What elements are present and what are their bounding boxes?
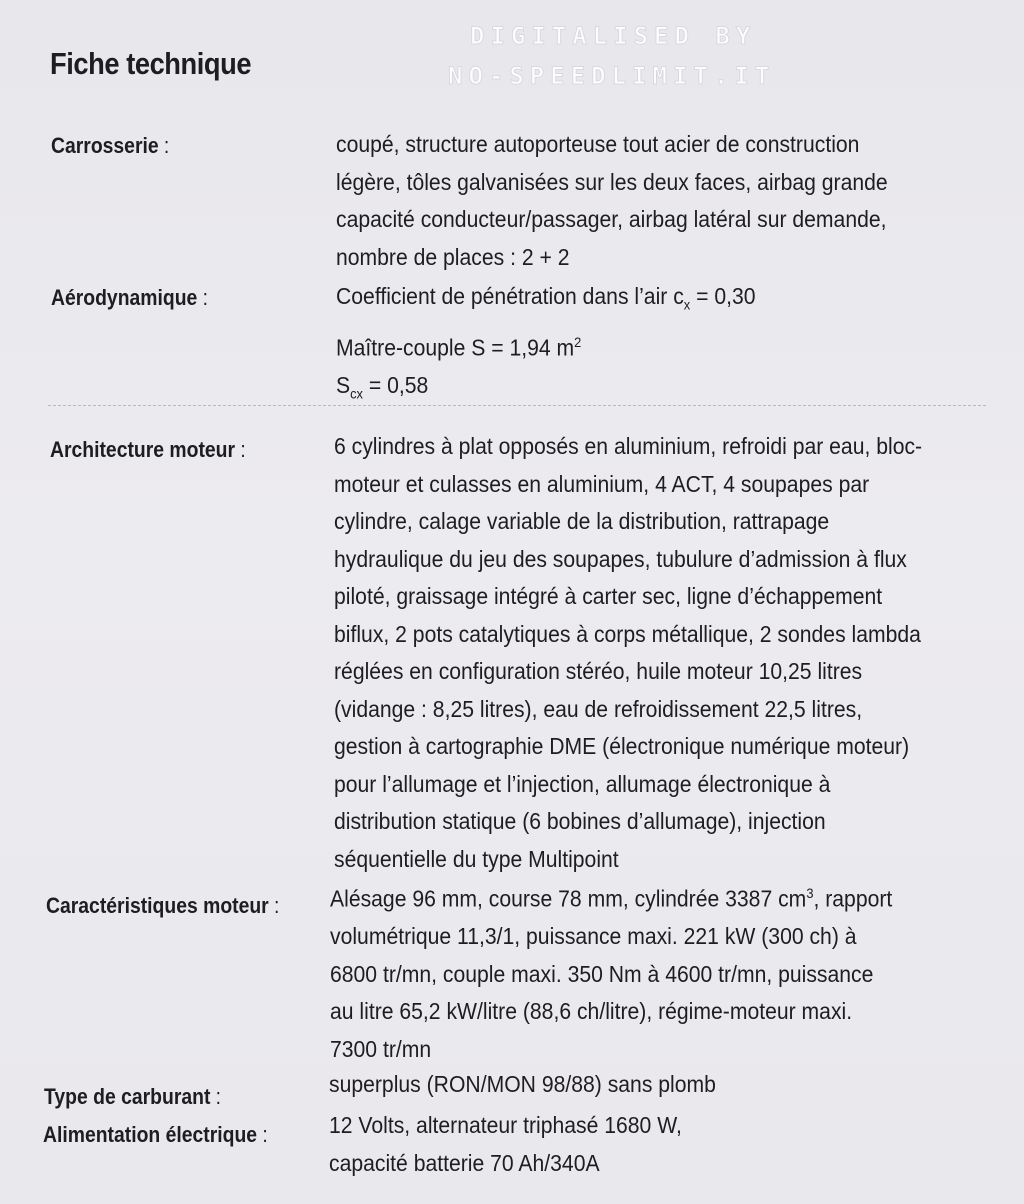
cx-subscript: x (683, 296, 691, 313)
maitre-couple-superscript: 2 (574, 334, 582, 351)
spec-label-text: Aérodynamique (51, 285, 198, 310)
spec-label-text: Alimentation électrique (43, 1122, 258, 1147)
spec-value-line: coupé, structure autoporteuse tout acier de construction (336, 131, 860, 157)
scx-value: = 0,58 (362, 372, 429, 399)
spec-value-line: volumétrique 11,3/1, puissance maxi. 221 kW (300 ch) à (330, 923, 857, 950)
spec-value-line: réglées en configuration stéréo, huile moteur 10,25 litres (334, 658, 863, 684)
spec-value-line: 6 cylindres à plat opposés en aluminium, refroidi par eau, bloc- (334, 433, 923, 459)
spec-value-line: pour l’allumage et l’injection, allumage électronique à (334, 770, 831, 797)
spec-value-line: 6800 tr/mn, couple maxi. 350 Nm à 4600 tr/mn, puissance (330, 960, 874, 987)
spec-colon: : (240, 437, 246, 462)
spec-value-line: piloté, graissage intégré à carter sec, ligne d’échappement (334, 583, 883, 609)
spec-label-text: Carrosserie (51, 133, 159, 158)
spec-label (51, 285, 208, 311)
spec-label-text: Architecture moteur (50, 437, 236, 462)
watermark-line-1: DIGITALISED BY (470, 22, 757, 50)
spec-value-line: moteur et culasses en aluminium, 4 ACT, 4 soupapes par (334, 470, 870, 497)
spec-colon: : (262, 1122, 268, 1147)
rapport-text: , rapport (813, 885, 893, 912)
spec-value-line: capacité conducteur/passager, airbag latéral sur demande, (336, 206, 887, 232)
spec-value-line (336, 278, 756, 324)
scx-text: S (336, 372, 351, 399)
spec-label (44, 1084, 221, 1110)
spec-label (50, 437, 246, 463)
spec-value-line: distribution statique (6 bobines d’allumage), injection (334, 808, 826, 834)
maitre-couple-text: Maître-couple S = 1,94 m (336, 334, 575, 361)
spec-colon: : (274, 893, 280, 918)
spec-value-line: capacité batterie 70 Ah/340A (329, 1149, 600, 1176)
cylindree-superscript: 3 (806, 885, 814, 901)
spec-colon: : (202, 285, 208, 310)
spec-colon: : (215, 1084, 222, 1109)
spec-label (43, 1122, 268, 1148)
spec-value (334, 428, 922, 878)
spec-value-line (336, 367, 756, 413)
spec-value-line (330, 875, 892, 918)
spec-value (330, 875, 892, 1068)
spec-value (336, 278, 756, 413)
spec-value-line: nombre de places : 2 + 2 (336, 243, 570, 270)
spec-value (329, 1066, 716, 1104)
spec-value-line: (vidange : 8,25 litres), eau de refroidissement 22,5 litres, (334, 695, 863, 722)
spec-label (46, 893, 279, 919)
page-title: Fiche technique (50, 46, 252, 81)
spec-label-text: Caractéristiques moteur (46, 893, 269, 918)
spec-value (329, 1107, 682, 1182)
spec-value-line (336, 324, 756, 367)
spec-value-line: superplus (RON/MON 98/88) sans plomb (329, 1071, 716, 1097)
scx-subscript: cx (350, 385, 363, 402)
watermark-line-2: NO-SPEEDLIMIT.IT (448, 62, 776, 90)
spec-value-line: biflux, 2 pots catalytiques à corps métallique, 2 sondes lambda (334, 620, 921, 647)
spec-value-line: gestion à cartographie DME (électronique numérique moteur) (334, 733, 910, 759)
spec-value-line: hydraulique du jeu des soupapes, tubulure d’admission à flux (334, 545, 907, 572)
spec-value-line: cylindre, calage variable de la distribution, rattrapage (334, 508, 830, 534)
spec-value-line: séquentielle du type Multipoint (334, 845, 619, 872)
spec-colon: : (163, 133, 170, 158)
spec-value-line: légère, tôles galvanisées sur les deux faces, airbag grande (336, 168, 888, 195)
section-divider (48, 405, 986, 406)
cx-value: = 0,30 (690, 283, 756, 309)
cylindree-text: Alésage 96 mm, course 78 mm, cylindrée 3387 cm (330, 885, 807, 912)
spec-value-line: au litre 65,2 kW/litre (88,6 ch/litre), régime-moteur maxi. (330, 998, 853, 1025)
spec-value (336, 126, 888, 276)
cx-text: Coefficient de pénétration dans l’air c (336, 283, 684, 309)
spec-label-text: Type de carburant (44, 1084, 211, 1109)
spec-value-line: 7300 tr/mn (330, 1035, 432, 1062)
spec-value-line: 12 Volts, alternateur triphasé 1680 W, (329, 1112, 682, 1138)
spec-label (51, 133, 169, 159)
